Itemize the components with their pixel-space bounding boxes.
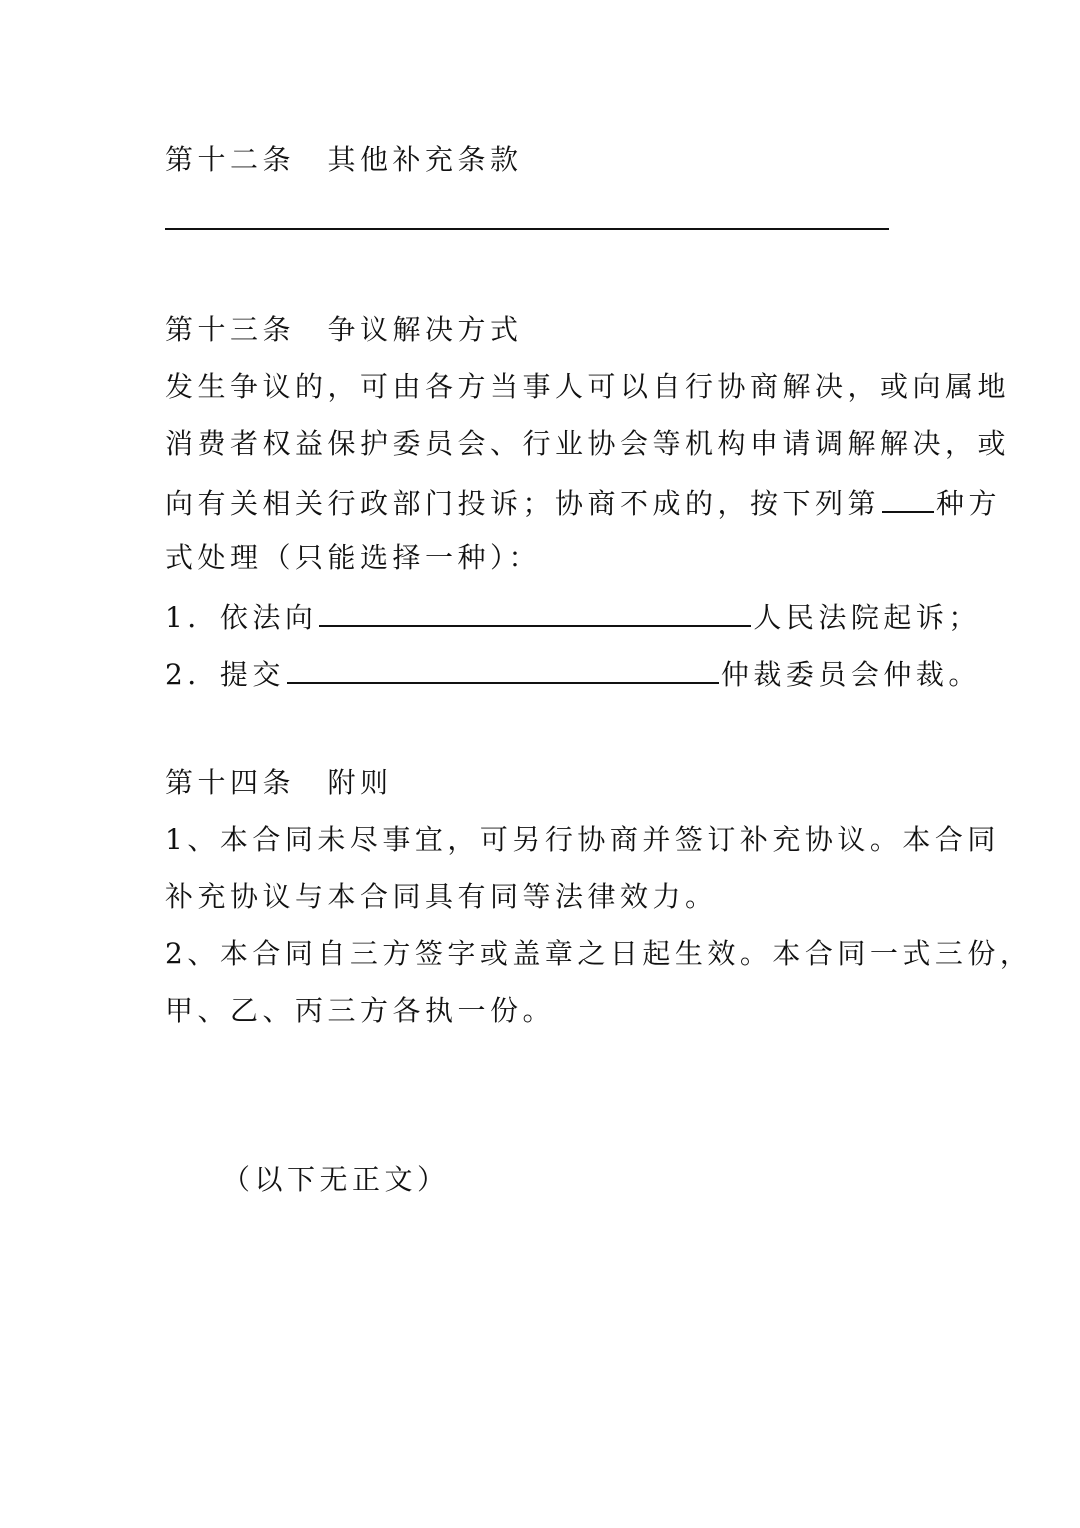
article-13-line-4: 式处理（只能选择一种）： (165, 541, 542, 574)
article-13-line-2: 消费者权益保护委员会、行业协会等机构申请调解解决，或 (165, 427, 1011, 460)
arbitration-commission-blank (287, 652, 719, 684)
article-14-line-1: 1、本合同未尽事宜，可另行协商并签订补充协议。本合同 (165, 823, 1000, 856)
article-14-line-3: 2、本合同自三方签字或盖章之日起生效。本合同一式三份， (165, 937, 1033, 970)
court-name-blank (319, 595, 751, 627)
article-13-heading: 第十三条 争议解决方式 (165, 313, 523, 346)
article-14-line-4: 甲、乙、丙三方各执一份。 (165, 994, 556, 1027)
option-number-blank (882, 481, 934, 513)
dispute-option-2 (165, 652, 981, 695)
option-2-prefix: 2．提交 (165, 658, 285, 691)
end-note: （以下无正文） (222, 1163, 450, 1196)
option-1-suffix: 人民法院起诉； (753, 601, 981, 634)
option-1-prefix: 1．依法向 (165, 601, 318, 634)
article-12-heading: 第十二条 其他补充条款 (165, 143, 523, 176)
article-13-line-3-before: 向有关相关行政部门投诉；协商不成的，按下列第 (165, 487, 881, 520)
article-12-blank-line (165, 228, 889, 230)
article-14-heading: 第十四条 附则 (165, 766, 393, 799)
article-14-line-2: 补充协议与本合同具有同等法律效力。 (165, 880, 718, 913)
article-13-line-1: 发生争议的，可由各方当事人可以自行协商解决，或向属地 (165, 370, 1011, 403)
option-2-suffix: 仲裁委员会仲裁。 (720, 658, 981, 691)
article-13-line-3-after: 种方 (936, 487, 1002, 520)
article-13-line-3 (165, 481, 1001, 524)
dispute-option-1 (165, 595, 981, 638)
